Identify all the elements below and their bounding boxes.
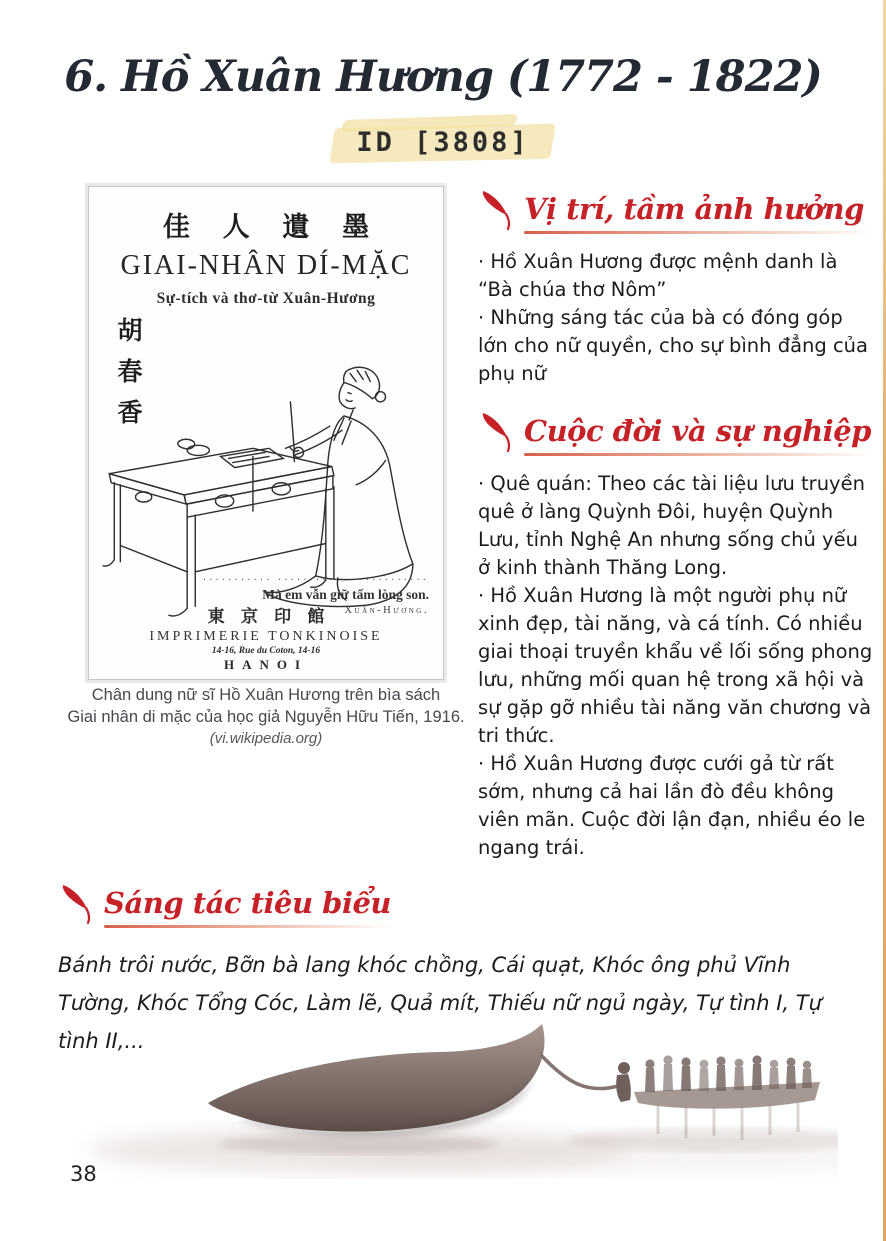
section-header-vi-tri xyxy=(478,192,875,236)
ink-boat-illustration xyxy=(58,1008,838,1188)
quill-icon xyxy=(478,410,520,458)
bullet-item: · Những sáng tác của bà có đóng góp lớn cho nữ quyền, cho sự bình đẳng của phụ nữ xyxy=(478,306,868,385)
bullet-item: · Quê quán: Theo các tài liệu lưu truyền quê ở làng Quỳnh Đôi, huyện Quỳnh Lưu, tỉnh Nghệ An nhưng sống chủ yếu ở kinh thành Thăng Long. xyxy=(478,472,865,579)
section-heading-sang-tac: Sáng tác tiêu biểu xyxy=(104,886,392,920)
page-number: 38 xyxy=(70,1162,97,1186)
cover-printer-name: IMPRIMERIE TONKINOISE xyxy=(149,629,383,644)
bullet-item: · Hồ Xuân Hương được mệnh danh là “Bà chúa thơ Nôm” xyxy=(478,250,838,301)
cover-caption xyxy=(48,684,484,750)
works-list: Bánh trôi nước, Bỡn bà lang khóc chồng, Cái quạt, Khóc ông phủ Vĩnh Tường, Khóc Tổng Cóc, Làm lẽ, Quả mít, Thiếu nữ ngủ ngày, Tự tình I, Tự tình II,... xyxy=(58,953,822,1053)
section-heading-cuoc-doi: Cuộc đời và sự nghiệp xyxy=(524,414,871,448)
page-title: 6. Hồ Xuân Hương (1772 - 1822) xyxy=(64,52,822,102)
right-column xyxy=(478,192,875,862)
cover-printer-block xyxy=(89,602,443,673)
cover-latin-title: GIAI-NHÂN DÍ-MẶC xyxy=(120,250,412,281)
book-cover xyxy=(88,186,444,680)
cover-poem-dots: ··········· ··········· ············ xyxy=(202,575,429,586)
cover-caption-line1: Chân dung nữ sĩ Hồ Xuân Hương trên bìa sách xyxy=(91,686,441,704)
quill-icon xyxy=(58,882,100,930)
cover-printer-cjk: 東 京 印 館 xyxy=(207,607,325,626)
id-badge-label: ID [3808] xyxy=(338,124,547,161)
id-badge xyxy=(0,124,886,161)
section-header-sang-tac xyxy=(58,886,858,930)
cover-printer-address: 14-16, Rue du Coton, 14-16 xyxy=(211,646,321,656)
bullet-item: · Hồ Xuân Hương là một người phụ nữ xinh đẹp, tài năng, và cá tính. Có nhiều giai thoại truyền khẩu về lối sống phong lưu, những mối quan hệ trong xã hội và sự gặp gỡ nhiều tài năng văn chương và tri thức. xyxy=(478,584,873,747)
cover-poem-author: Xuân-Hương. xyxy=(344,605,429,616)
bullet-item: · Hồ Xuân Hương được cưới gả từ rất sớm, nhưng cả hai lần đò đều không viên mãn. Cuộc đời lận đạn, nhiều éo le ngang trái. xyxy=(478,752,866,859)
cover-poem-line: Mà em vẫn giữ tấm lòng son. xyxy=(262,587,429,602)
cover-caption-line2: Giai nhân di mặc của học giả Nguyễn Hữu Tiến, 1916. xyxy=(67,708,465,726)
cover-calligraphy: 胡春香 xyxy=(114,317,141,440)
quill-icon xyxy=(478,188,520,236)
section-heading-vi-tri: Vị trí, tầm ảnh hưởng xyxy=(524,192,864,226)
cover-printer-city: HANOI xyxy=(223,657,309,672)
cover-cjk-title: 佳 人 遺 墨 xyxy=(162,212,370,242)
header-underline xyxy=(104,925,391,928)
cover-subtitle: Sự-tích và thơ-từ Xuân-Hương xyxy=(156,290,376,307)
header-underline xyxy=(524,453,875,456)
section-header-cuoc-doi xyxy=(478,414,875,458)
header-underline xyxy=(524,231,875,234)
cover-caption-source: (vi.wikipedia.org) xyxy=(209,730,323,747)
